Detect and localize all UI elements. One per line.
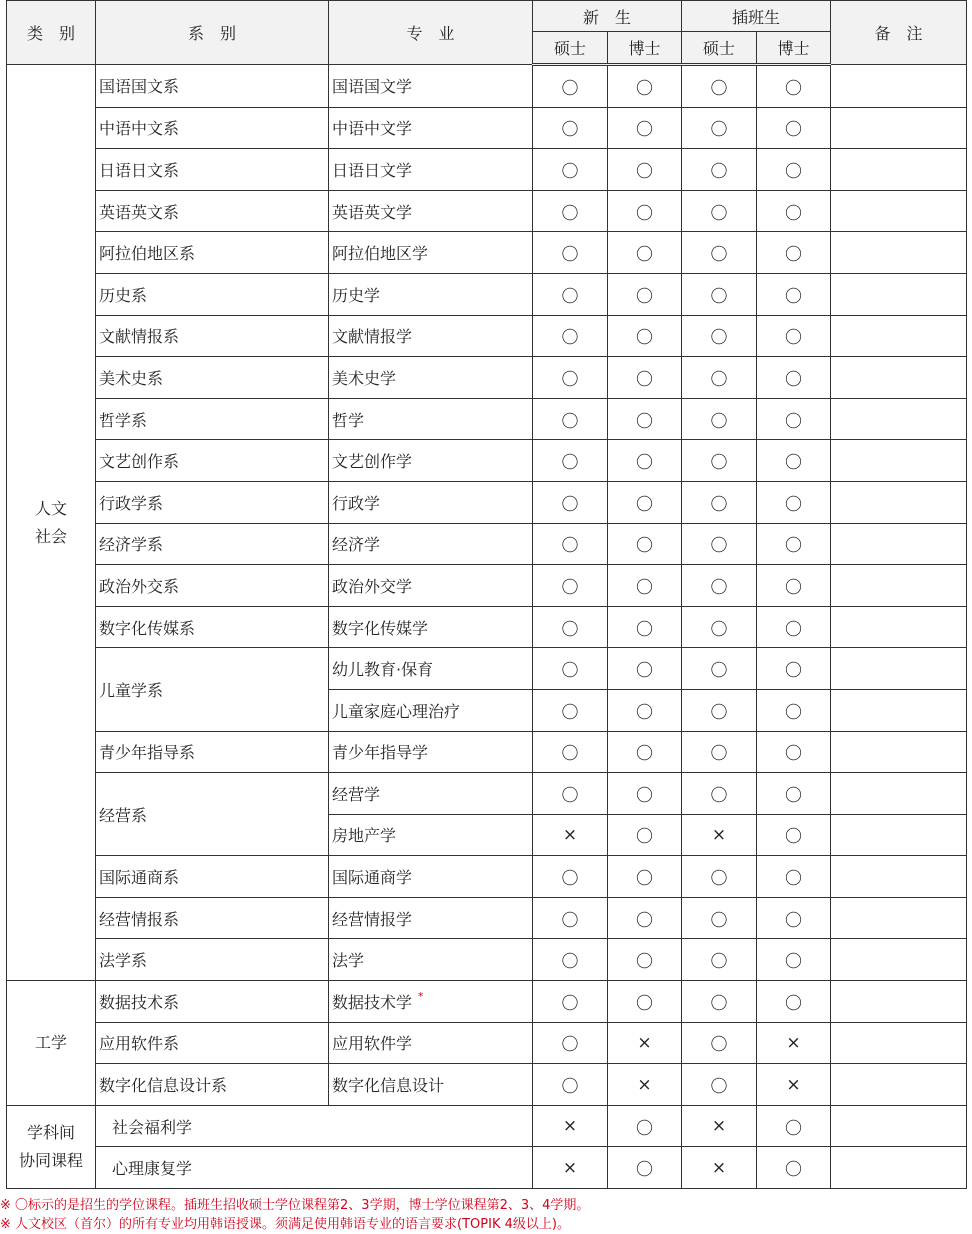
major-cell: 房地产学 [329, 814, 533, 856]
transfer-doctor-mark: 〇 [757, 273, 831, 315]
transfer-doctor-mark: 〇 [757, 897, 831, 939]
transfer-doctor-mark: 〇 [757, 731, 831, 773]
new-doctor-mark: 〇 [608, 606, 682, 648]
transfer-master-mark: 〇 [682, 1022, 757, 1064]
new-doctor-mark: 〇 [608, 689, 682, 731]
major-cell: 经济学 [329, 523, 533, 565]
transfer-master-mark: 〇 [682, 273, 757, 315]
table-row [7, 1022, 967, 1064]
table-row [7, 65, 967, 108]
transfer-master-mark: 〇 [682, 149, 757, 191]
remarks-cell [831, 315, 967, 357]
table-row [7, 1105, 967, 1147]
new-master-mark: 〇 [533, 357, 608, 399]
transfer-master-mark: 〇 [682, 731, 757, 773]
department-cell: 青少年指导系 [96, 731, 329, 773]
department-cell: 国际通商系 [96, 856, 329, 898]
new-master-mark: 〇 [533, 1064, 608, 1106]
department-cell: 中语中文系 [96, 107, 329, 149]
header-department: 系 别 [96, 1, 329, 65]
transfer-doctor-mark: 〇 [757, 232, 831, 274]
transfer-master-mark: 〇 [682, 107, 757, 149]
transfer-doctor-mark: × [757, 1064, 831, 1106]
transfer-master-mark: 〇 [682, 398, 757, 440]
remarks-cell [831, 273, 967, 315]
transfer-master-mark: 〇 [682, 897, 757, 939]
department-cell: 数据技术系 [96, 981, 329, 1023]
transfer-doctor-mark: × [757, 1022, 831, 1064]
major-cell: 美术史学 [329, 357, 533, 399]
header-new-student: 新 生 [533, 1, 682, 32]
transfer-master-mark: 〇 [682, 232, 757, 274]
new-master-mark: 〇 [533, 398, 608, 440]
remarks-cell [831, 107, 967, 149]
category-humanities-line1: 人文 [34, 498, 67, 518]
program-cell: 社会福利学 [96, 1105, 533, 1147]
asterisk-mark: * [418, 989, 424, 1003]
new-doctor-mark: 〇 [608, 814, 682, 856]
transfer-master-mark: 〇 [682, 315, 757, 357]
category-interdisciplinary-line1: 学科间 [26, 1122, 75, 1142]
transfer-master-mark: 〇 [682, 981, 757, 1023]
new-doctor-mark: 〇 [608, 1147, 682, 1189]
new-master-mark: 〇 [533, 440, 608, 482]
new-master-mark: 〇 [533, 481, 608, 523]
major-cell: 政治外交学 [329, 565, 533, 607]
transfer-doctor-mark: 〇 [757, 939, 831, 981]
remarks-cell [831, 1022, 967, 1064]
table-row [7, 273, 967, 315]
new-doctor-mark: 〇 [608, 273, 682, 315]
transfer-master-mark: × [682, 1147, 757, 1189]
footnote-1: ※ 〇标示的是招生的学位课程。插班生招收硕士学位课程第2、3学期，博士学位课程第2、3、4学期。 [0, 1198, 590, 1213]
major-cell: 日语日文学 [329, 149, 533, 191]
new-doctor-mark: 〇 [608, 232, 682, 274]
header-new-doctor: 博士 [608, 32, 682, 65]
table-row [7, 606, 967, 648]
table-row [7, 523, 967, 565]
department-cell: 行政学系 [96, 481, 329, 523]
remarks-cell [831, 856, 967, 898]
remarks-cell [831, 1064, 967, 1106]
remarks-cell [831, 897, 967, 939]
department-cell: 哲学系 [96, 398, 329, 440]
transfer-master-mark: 〇 [682, 606, 757, 648]
header-transfer-master: 硕士 [682, 32, 757, 65]
new-master-mark: 〇 [533, 273, 608, 315]
new-master-mark: 〇 [533, 773, 608, 815]
category-humanities-line2: 社会 [34, 526, 67, 546]
remarks-cell [831, 481, 967, 523]
new-doctor-mark: 〇 [608, 357, 682, 399]
department-cell: 数字化传媒系 [96, 606, 329, 648]
new-master-mark: 〇 [533, 149, 608, 191]
department-cell: 历史系 [96, 273, 329, 315]
department-cell: 政治外交系 [96, 565, 329, 607]
table-row [7, 648, 967, 690]
major-cell: 历史学 [329, 273, 533, 315]
new-doctor-mark: 〇 [608, 440, 682, 482]
major-cell: 幼儿教育·保育 [329, 648, 533, 690]
department-cell: 日语日文系 [96, 149, 329, 191]
transfer-master-mark: × [682, 814, 757, 856]
major-cell: 应用软件学 [329, 1022, 533, 1064]
new-master-mark: 〇 [533, 1022, 608, 1064]
remarks-cell [831, 232, 967, 274]
transfer-master-mark: 〇 [682, 689, 757, 731]
major-cell: 国际通商学 [329, 856, 533, 898]
remarks-cell [831, 65, 967, 108]
major-cell: 数字化信息设计 [329, 1064, 533, 1106]
major-cell: 文艺创作学 [329, 440, 533, 482]
major-cell: 经营学 [329, 773, 533, 815]
new-doctor-mark: 〇 [608, 981, 682, 1023]
new-doctor-mark: 〇 [608, 315, 682, 357]
major-cell: 行政学 [329, 481, 533, 523]
new-master-mark: 〇 [533, 606, 608, 648]
footnotes [0, 1196, 972, 1234]
major-cell [329, 981, 533, 1023]
transfer-master-mark: 〇 [682, 190, 757, 232]
major-cell: 数字化传媒学 [329, 606, 533, 648]
new-doctor-mark: 〇 [608, 731, 682, 773]
remarks-cell [831, 689, 967, 731]
transfer-doctor-mark: 〇 [757, 648, 831, 690]
new-doctor-mark: 〇 [608, 773, 682, 815]
remarks-cell [831, 565, 967, 607]
transfer-doctor-mark: 〇 [757, 814, 831, 856]
transfer-master-mark: 〇 [682, 440, 757, 482]
new-master-mark: 〇 [533, 897, 608, 939]
new-doctor-mark: 〇 [608, 939, 682, 981]
new-doctor-mark: 〇 [608, 1105, 682, 1147]
department-cell: 阿拉伯地区系 [96, 232, 329, 274]
new-master-mark: 〇 [533, 65, 608, 108]
remarks-cell [831, 523, 967, 565]
department-cell: 经营情报系 [96, 897, 329, 939]
major-cell: 文献情报学 [329, 315, 533, 357]
new-doctor-mark: 〇 [608, 149, 682, 191]
new-master-mark: × [533, 814, 608, 856]
major-cell: 法学 [329, 939, 533, 981]
category-interdisciplinary [7, 1105, 96, 1188]
remarks-cell [831, 1147, 967, 1189]
department-cell: 文艺创作系 [96, 440, 329, 482]
table-row [7, 565, 967, 607]
header-transfer-student: 插班生 [682, 1, 831, 32]
program-cell: 心理康复学 [96, 1147, 533, 1189]
transfer-doctor-mark: 〇 [757, 440, 831, 482]
table-row [7, 1064, 967, 1106]
remarks-cell [831, 981, 967, 1023]
category-humanities [7, 65, 96, 981]
remarks-cell [831, 440, 967, 482]
major-cell: 阿拉伯地区学 [329, 232, 533, 274]
department-cell: 经济学系 [96, 523, 329, 565]
transfer-doctor-mark: 〇 [757, 523, 831, 565]
remarks-cell [831, 606, 967, 648]
transfer-master-mark: 〇 [682, 481, 757, 523]
transfer-doctor-mark: 〇 [757, 773, 831, 815]
transfer-doctor-mark: 〇 [757, 65, 831, 108]
table-row [7, 357, 967, 399]
new-doctor-mark: 〇 [608, 856, 682, 898]
transfer-doctor-mark: 〇 [757, 1105, 831, 1147]
transfer-master-mark: 〇 [682, 939, 757, 981]
transfer-doctor-mark: 〇 [757, 565, 831, 607]
transfer-doctor-mark: 〇 [757, 856, 831, 898]
new-master-mark: 〇 [533, 856, 608, 898]
department-cell: 经营系 [96, 773, 329, 856]
header-new-master: 硕士 [533, 32, 608, 65]
remarks-cell [831, 648, 967, 690]
table-row [7, 440, 967, 482]
remarks-cell [831, 731, 967, 773]
major-cell: 英语英文学 [329, 190, 533, 232]
new-master-mark: 〇 [533, 731, 608, 773]
new-doctor-mark: × [608, 1064, 682, 1106]
table-row [7, 731, 967, 773]
new-master-mark: 〇 [533, 190, 608, 232]
table-row [7, 856, 967, 898]
transfer-master-mark: × [682, 1105, 757, 1147]
new-master-mark: 〇 [533, 315, 608, 357]
footnote-2: ※ 人文校区（首尔）的所有专业均用韩语授课。须满足使用韩语专业的语言要求(TOPIK 4级以上)。 [0, 1217, 570, 1232]
new-master-mark: 〇 [533, 939, 608, 981]
new-master-mark: × [533, 1147, 608, 1189]
header-major: 专 业 [329, 1, 533, 65]
department-cell: 法学系 [96, 939, 329, 981]
table-row [7, 398, 967, 440]
remarks-cell [831, 773, 967, 815]
transfer-master-mark: 〇 [682, 648, 757, 690]
transfer-doctor-mark: 〇 [757, 149, 831, 191]
header-transfer-doctor: 博士 [757, 32, 831, 65]
new-doctor-mark: 〇 [608, 648, 682, 690]
transfer-doctor-mark: 〇 [757, 107, 831, 149]
major-text: 数据技术学 [332, 992, 413, 1012]
category-interdisciplinary-line2: 协同课程 [18, 1150, 83, 1170]
new-doctor-mark: 〇 [608, 523, 682, 565]
new-master-mark: 〇 [533, 107, 608, 149]
new-master-mark: 〇 [533, 565, 608, 607]
new-master-mark: 〇 [533, 689, 608, 731]
major-cell: 儿童家庭心理治疗 [329, 689, 533, 731]
table-row [7, 232, 967, 274]
transfer-master-mark: 〇 [682, 357, 757, 399]
transfer-master-mark: 〇 [682, 523, 757, 565]
transfer-doctor-mark: 〇 [757, 689, 831, 731]
table-row [7, 190, 967, 232]
header-category: 类 别 [7, 1, 96, 65]
transfer-master-mark: 〇 [682, 856, 757, 898]
category-engineering: 工学 [7, 981, 96, 1106]
remarks-cell [831, 190, 967, 232]
table-row [7, 149, 967, 191]
table-row [7, 981, 967, 1023]
transfer-doctor-mark: 〇 [757, 398, 831, 440]
new-master-mark: 〇 [533, 232, 608, 274]
new-master-mark: 〇 [533, 648, 608, 690]
remarks-cell [831, 398, 967, 440]
transfer-master-mark: 〇 [682, 1064, 757, 1106]
transfer-master-mark: 〇 [682, 565, 757, 607]
major-cell: 国语国文学 [329, 65, 533, 108]
department-cell: 英语英文系 [96, 190, 329, 232]
transfer-doctor-mark: 〇 [757, 606, 831, 648]
remarks-cell [831, 1105, 967, 1147]
header-remarks: 备 注 [831, 1, 967, 65]
new-doctor-mark: 〇 [608, 190, 682, 232]
remarks-cell [831, 939, 967, 981]
transfer-doctor-mark: 〇 [757, 315, 831, 357]
table-row [7, 939, 967, 981]
table-row [7, 773, 967, 815]
new-doctor-mark: 〇 [608, 107, 682, 149]
department-cell: 数字化信息设计系 [96, 1064, 329, 1106]
department-cell: 儿童学系 [96, 648, 329, 731]
new-doctor-mark: × [608, 1022, 682, 1064]
major-cell: 青少年指导学 [329, 731, 533, 773]
remarks-cell [831, 814, 967, 856]
table-row [7, 897, 967, 939]
new-doctor-mark: 〇 [608, 398, 682, 440]
new-master-mark: 〇 [533, 981, 608, 1023]
new-doctor-mark: 〇 [608, 481, 682, 523]
transfer-master-mark: 〇 [682, 773, 757, 815]
department-cell: 国语国文系 [96, 65, 329, 108]
transfer-master-mark: 〇 [682, 65, 757, 108]
major-cell: 哲学 [329, 398, 533, 440]
transfer-doctor-mark: 〇 [757, 357, 831, 399]
new-doctor-mark: 〇 [608, 565, 682, 607]
new-master-mark: 〇 [533, 523, 608, 565]
department-cell: 美术史系 [96, 357, 329, 399]
remarks-cell [831, 357, 967, 399]
table-row [7, 315, 967, 357]
new-doctor-mark: 〇 [608, 65, 682, 108]
department-cell: 应用软件系 [96, 1022, 329, 1064]
table-row [7, 1147, 967, 1189]
table-row [7, 107, 967, 149]
major-cell: 经营情报学 [329, 897, 533, 939]
new-doctor-mark: 〇 [608, 897, 682, 939]
transfer-doctor-mark: 〇 [757, 481, 831, 523]
program-table [6, 0, 967, 1189]
department-cell: 文献情报系 [96, 315, 329, 357]
table-wrapper [6, 0, 966, 1189]
table-row [7, 481, 967, 523]
transfer-doctor-mark: 〇 [757, 190, 831, 232]
transfer-doctor-mark: 〇 [757, 1147, 831, 1189]
new-master-mark: × [533, 1105, 608, 1147]
remarks-cell [831, 149, 967, 191]
major-cell: 中语中文学 [329, 107, 533, 149]
transfer-doctor-mark: 〇 [757, 981, 831, 1023]
